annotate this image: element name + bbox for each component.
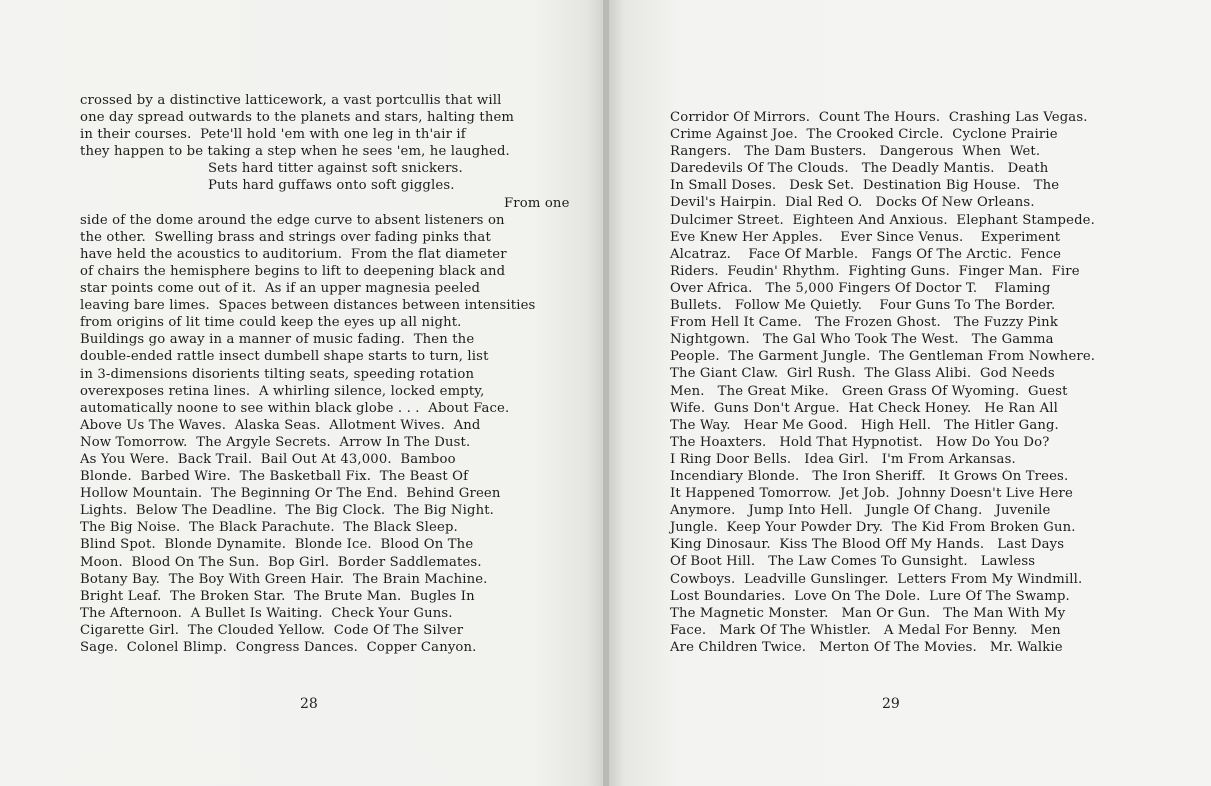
text-line: Puts hard guffaws onto soft giggles. (208, 178, 455, 194)
text-line: Face. Mark Of The Whistler. A Medal For Benny. Men (670, 622, 1061, 638)
text-line: Cowboys. Leadville Gunslinger. Letters From My Windmill. (670, 571, 1083, 587)
text-line: crossed by a distinctive latticework, a vast portcullis that will (80, 93, 502, 108)
text-line: Now Tomorrow. The Argyle Secrets. Arrow In The Dust. (80, 434, 471, 450)
text-line: in 3-dimensions disorients tilting seats, speeding rotation (80, 366, 475, 382)
text-line: from origins of lit time could keep the eyes up all night. (80, 315, 462, 331)
text-line: Alcatraz. Face Of Marble. Fangs Of The Arctic. Fence (670, 246, 1062, 262)
text-line: the other. Swelling brass and strings over fading pinks that (80, 229, 491, 245)
text-line: The Afternoon. A Bullet Is Waiting. Check Your Guns. (80, 605, 453, 621)
left-page-number: 28 (300, 696, 318, 712)
text-line: The Giant Claw. Girl Rush. The Glass Alibi. God Needs (670, 366, 1055, 382)
text-line: of chairs the hemisphere begins to lift to deepening black and (80, 263, 506, 279)
text-line: Sage. Colonel Blimp. Congress Dances. Copper Canyon. (80, 640, 477, 655)
text-line: Sets hard titter against soft snickers. (208, 161, 463, 177)
text-line: Botany Bay. The Boy With Green Hair. The Brain Machine. (80, 571, 488, 587)
text-line: Dulcimer Street. Eighteen And Anxious. Elephant Stampede. (670, 212, 1095, 228)
text-line: Jungle. Keep Your Powder Dry. The Kid From Broken Gun. (670, 520, 1076, 536)
text-line: From one (504, 195, 570, 211)
text-line: Crime Against Joe. The Crooked Circle. Cyclone Prairie (670, 127, 1058, 143)
text-line: Wife. Guns Don't Argue. Hat Check Honey. He Ran All (670, 400, 1059, 416)
text-line: In Small Doses. Desk Set. Destination Big House. The (670, 178, 1060, 194)
text-line: overexposes retina lines. A whirling silence, locked empty, (80, 383, 485, 399)
text-line: Are Children Twice. Merton Of The Movies. Mr. Walkie (670, 639, 1063, 655)
text-line: Blind Spot. Blonde Dynamite. Blonde Ice. Blood On The (80, 537, 474, 553)
right-page (606, 0, 1211, 786)
text-line: Lights. Below The Deadline. The Big Clock. The Big Night. (80, 503, 495, 519)
text-line: Bright Leaf. The Broken Star. The Brute Man. Bugles In (80, 588, 475, 604)
text-line: double-ended rattle insect dumbell shape starts to turn, list (80, 349, 489, 365)
text-line: Rangers. The Dam Busters. Dangerous When Wet. (670, 144, 1041, 160)
text-line: they happen to be taking a step when he sees 'em, he laughed. (80, 144, 510, 160)
text-line: leaving bare limes. Spaces between distances between intensities (80, 298, 536, 314)
text-line: Bullets. Follow Me Quietly. Four Guns To The Border. (670, 298, 1056, 314)
book-gutter (603, 0, 609, 786)
text-line: People. The Garment Jungle. The Gentleman From Nowhere. (670, 349, 1096, 365)
text-line: Over Africa. The 5,000 Fingers Of Doctor T. Flaming (670, 280, 1051, 296)
text-line: Men. The Great Mike. Green Grass Of Wyoming. Guest (670, 383, 1068, 399)
text-line: Cigarette Girl. The Clouded Yellow. Code Of The Silver (80, 622, 464, 638)
text-line: one day spread outwards to the planets and stars, halting them (80, 110, 515, 126)
text-line: Buildings go away in a manner of music fading. Then the (80, 332, 475, 348)
text-line: automatically noone to see within black globe . . . About Face. (80, 400, 510, 416)
text-line: Nightgown. The Gal Who Took The West. The Gamma (670, 332, 1054, 348)
text-line: King Dinosaur. Kiss The Blood Off My Hands. Last Days (670, 537, 1065, 553)
text-line: Above Us The Waves. Alaska Seas. Allotment Wives. And (80, 417, 481, 433)
text-line: Devil's Hairpin. Dial Red O. Docks Of New Orleans. (670, 195, 1035, 211)
text-line: I Ring Door Bells. Idea Girl. I'm From Arkansas. (670, 451, 1016, 467)
text-line: The Hoaxters. Hold That Hypnotist. How Do You Do? (670, 434, 1050, 450)
text-line: Riders. Feudin' Rhythm. Fighting Guns. Finger Man. Fire (670, 263, 1080, 279)
text-line: Blonde. Barbed Wire. The Basketball Fix. The Beast Of (80, 469, 469, 485)
text-line: Hollow Mountain. The Beginning Or The End. Behind Green (80, 486, 501, 502)
text-line: star points come out of it. As if an upper magnesia peeled (80, 281, 481, 297)
right-page-body (670, 109, 1095, 656)
text-line: The Magnetic Monster. Man Or Gun. The Man With My (670, 605, 1066, 621)
right-page-number: 29 (882, 696, 900, 712)
text-line: From Hell It Came. The Frozen Ghost. The Fuzzy Pink (670, 315, 1058, 331)
text-line: The Way. Hear Me Good. High Hell. The Hitler Gang. (670, 417, 1059, 433)
text-line: Eve Knew Her Apples. Ever Since Venus. Experiment (670, 229, 1061, 245)
text-line: Corridor Of Mirrors. Count The Hours. Crashing Las Vegas. (670, 110, 1088, 125)
text-line: It Happened Tomorrow. Jet Job. Johnny Doesn't Live Here (670, 486, 1073, 502)
text-line: The Big Noise. The Black Parachute. The Black Sleep. (80, 520, 458, 536)
left-page-body (80, 92, 570, 656)
text-line: side of the dome around the edge curve to absent listeners on (80, 212, 505, 228)
text-line: Moon. Blood On The Sun. Bop Girl. Border Saddlemates. (80, 554, 482, 570)
text-line: Lost Boundaries. Love On The Dole. Lure Of The Swamp. (670, 588, 1070, 604)
text-line: in their courses. Pete'll hold 'em with one leg in th'air if (80, 127, 466, 143)
text-line: have held the acoustics to auditorium. From the flat diameter (80, 246, 507, 262)
text-line: Incendiary Blonde. The Iron Sheriff. It Grows On Trees. (670, 468, 1069, 484)
text-line: Of Boot Hill. The Law Comes To Gunsight. Lawless (670, 554, 1036, 570)
text-line: Daredevils Of The Clouds. The Deadly Mantis. Death (670, 161, 1049, 177)
text-line: Anymore. Jump Into Hell. Jungle Of Chang. Juvenile (670, 503, 1051, 519)
text-line: As You Were. Back Trail. Bail Out At 43,000. Bamboo (80, 451, 456, 467)
